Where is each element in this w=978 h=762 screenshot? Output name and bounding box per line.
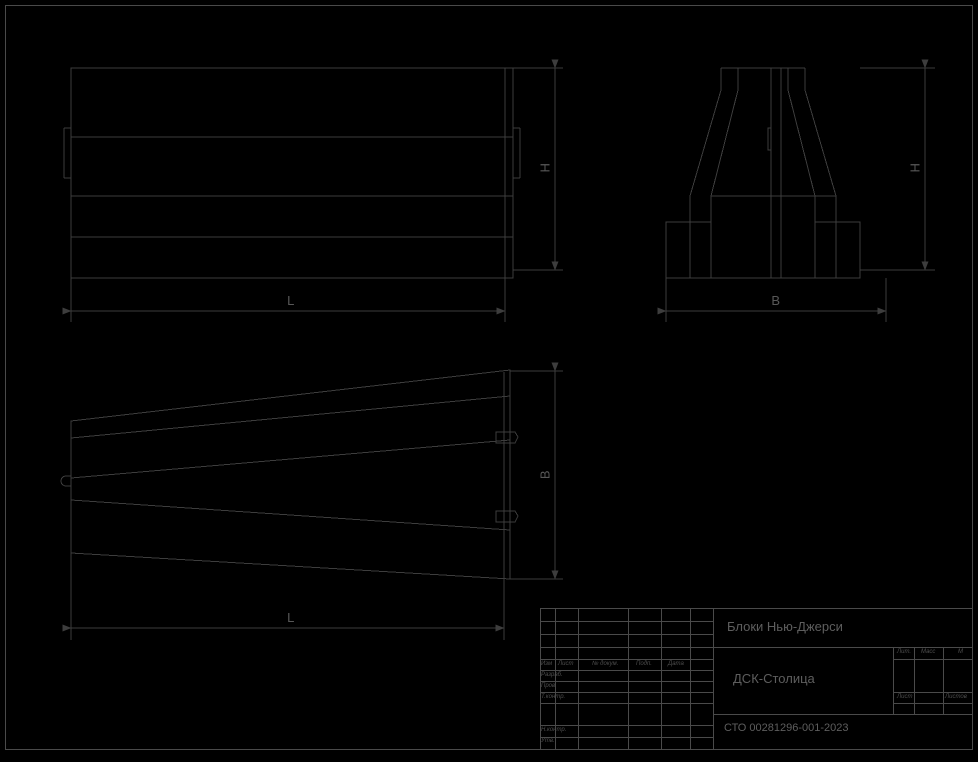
role-row-utv: Утв. xyxy=(541,738,555,744)
title-block-product-title: Блоки Нью-Джерси xyxy=(727,619,843,634)
stamp-label-sheets: Листов xyxy=(945,694,967,700)
role-row-tkontr: Т.контр. xyxy=(541,694,566,700)
revision-header-podp: Подп. xyxy=(636,661,652,667)
side-view-label-B: B xyxy=(771,293,781,308)
front-view-label-H: H xyxy=(537,162,553,173)
title-block-company: ДСК-Столица xyxy=(733,671,815,686)
role-row-nkontr: Н.контр. xyxy=(541,727,567,733)
top-view-label-B: B xyxy=(537,469,553,480)
sheet-border xyxy=(6,6,973,750)
stamp-label-sheet: Лист xyxy=(897,694,913,700)
revision-header-list: Лист xyxy=(558,661,574,667)
side-view-dimension-H xyxy=(860,68,935,270)
role-row-prov: Пров. xyxy=(541,683,557,689)
role-row-razrab: Разраб. xyxy=(541,672,563,678)
revision-header-izm: Изм xyxy=(541,661,553,667)
title-block-standard-code: СТО 00281296-001-2023 xyxy=(724,722,849,734)
side-view-label-H: H xyxy=(907,162,923,173)
top-plan-geometry xyxy=(61,370,518,579)
top-view-label-L: L xyxy=(287,610,295,625)
revision-header-data: Дата xyxy=(668,661,684,667)
side-section-geometry xyxy=(666,68,860,278)
front-view-label-L: L xyxy=(287,293,295,308)
stamp-label-scale: М xyxy=(958,649,963,655)
stamp-label-mass: Масс xyxy=(921,649,936,655)
revision-header-docnum: № докум. xyxy=(592,661,619,667)
top-view-dimension-B xyxy=(510,371,563,579)
stamp-label-lit: Лит. xyxy=(897,649,912,655)
front-elevation-geometry xyxy=(64,68,520,278)
